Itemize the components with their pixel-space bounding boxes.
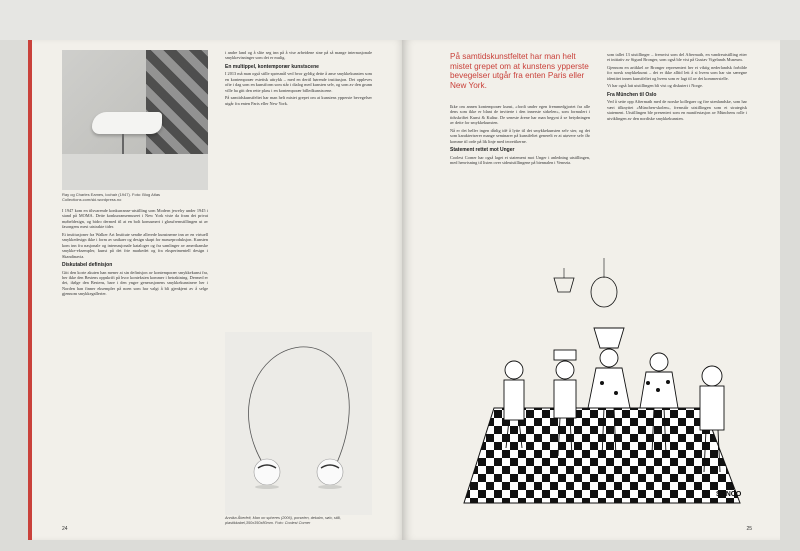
paragraph: Nå er det heller ingen dårlig idé å lytte til det smykkekunsten selv sier, og det som karakteriserer mange seminarer på kunstfeltet generelt er at utøvere selv får komme til orde på lik linje med teoretikerne. [450, 127, 590, 144]
paragraph: I 2013 må man også stille spørsmål ved hvor gyldig dette å anse smykkekunsten som en kontemporær estetisk uttrykk – med en dertil hørende institusjon. Det oppleves ofte i dag som en kunstform som står i dialog med kunsten selv, og som av den grunn ville ha gitt den rette plass i en kontemporær billedkunstscene. [225, 71, 372, 93]
photo-caption: Annika Åkerfelt, Man on spheres (2006), porselen, dekalm, sølv, stål, plastikkabel,350x350x80mm. Foto: Coolest Corner [225, 516, 341, 525]
section-heading: Fra München til Oslo [607, 91, 657, 98]
photo-caption: Ray og Charles Eames, lochair (1947). Foto: Blog Atlas Collections.com/ski.wordpress.no [62, 192, 161, 202]
cartoon-signature: SANCO [716, 491, 742, 498]
paragraph: På samtidskunstfeltet har man helt mistet grepet om at kunstens ypperste bevegelser utgår fra enten Paris eller New York. [225, 95, 372, 106]
left-page [28, 40, 406, 540]
paragraph: Gitt den korte akuten han mener at sin definisjon av kontemporær smykkekunst fra, her ikke den Bestens oppskrift på hvor konteksten kommer i betraktning. Dermed er det, ifølge den Bestens, bare i den yngre generasjonens smykkekunstnere her i Norden han finner eksempler på noen som har valgt å bli gjenkjent av å selge gjennom smykkegallerier. [62, 269, 208, 297]
chessboard-figures-drawing [454, 258, 750, 508]
paragraph: Gjennom en artikkel av Bronger representert her et viktig nederlandsk forbilde for norsk smykkekunst – det er ikke alltid lett å si hvem som har sin særegne identitet innen kunstfeltet og hvem som er lagt til av det kommersielle. [607, 64, 747, 81]
right-page [402, 40, 780, 540]
background [0, 0, 800, 40]
page-number: 24 [62, 526, 68, 532]
wall-tiles [146, 50, 208, 160]
left-column-2 [225, 50, 372, 108]
paragraph: Vi har også latt utstillingen bli vist og diskutert i Norge. [607, 83, 703, 89]
pull-quote: På samtidskunstfeltet har man helt mistet grepet om at kunstens ypperste bevegelser utgår fra enten Paris eller New York. [450, 52, 589, 90]
eames-chair-photo [62, 50, 208, 190]
section-heading: Statement rettet mot Unger [450, 147, 515, 154]
page-number: 25 [746, 526, 752, 532]
jewelry-photo [225, 332, 372, 515]
section-heading: En multippel, kontemporær kunstscene [225, 63, 319, 70]
paragraph: som tallet 13 utstillinger – fremvist som del Aftermath, en vandreutstilling etter et initiativ av Sigurd Bronger, som også ble vist på Gustav Vigelands Museum. [607, 52, 747, 63]
open-magazine [28, 40, 780, 540]
paragraph: Ved å sette opp Aftermath med de norske kollegaer og fire utenlandske, som har vært tilknyttet «München-skolen», fremstår utstillingen som et strategisk statement. Utstillingen ble presentert som en manifestasjon av Münchens rolle i utviklingen av den nordiske smykkekunsten. [607, 99, 747, 121]
right-column-2 [607, 52, 747, 123]
chair-leg [122, 134, 124, 154]
section-heading: Diskutabel definisjon [62, 262, 113, 269]
paragraph: I 1947 kom en tilsvarende konkurranse-utstilling som Modern jewelry under 1945 i stand på MOMA. Dette konkurransemuseet i New York viste da fram det privat møbeldesign, og bidro dermed til at en bolt konsumert i glassfremstillingen ut av fasongens mest utstrakte tider. [62, 208, 208, 230]
paragraph: i andre land og å slite seg inn på å vise arbeidene sine på så mange internasjonale smykkevisninger som det er mulig. [225, 50, 372, 61]
paragraph: Et institusjoner fra Walker Art Institute sendte allerede kunstnerne inn av en virtuell smykkedesign ikke i form av unikaer og design skapt for masseproduksjon. Kunsten kom inn fra nasjonale og internasjonale kataloger og fra samlinger av amerikanske smykke-eksempler, kunst på det frie markedet og fra eksperimentell design i Skandinavia. [62, 231, 208, 259]
cartoon-illustration [454, 258, 750, 508]
paragraph: Coolest Corner har også laget et statement mot Unger i anledning utstillingen, med henvisning til listen over sideutstillingene på biennalen i Venezia. [450, 154, 590, 166]
paragraph: Ikke om annen kontemporær kunst, «fordi under egen fremmedgjortet fra alle dens som ikke er blant de inviterte i den innerste sirkelen», som formulert i tidsskriftet Kunst & Kultur. De seneste årene har man begynt å se betydningen av dette for smykkekunsten. [450, 104, 590, 126]
floor [62, 154, 208, 190]
lounge-chair [92, 112, 162, 134]
left-column-1 [62, 208, 208, 299]
necklace-illustration [225, 332, 372, 515]
right-column-1 [450, 104, 590, 168]
